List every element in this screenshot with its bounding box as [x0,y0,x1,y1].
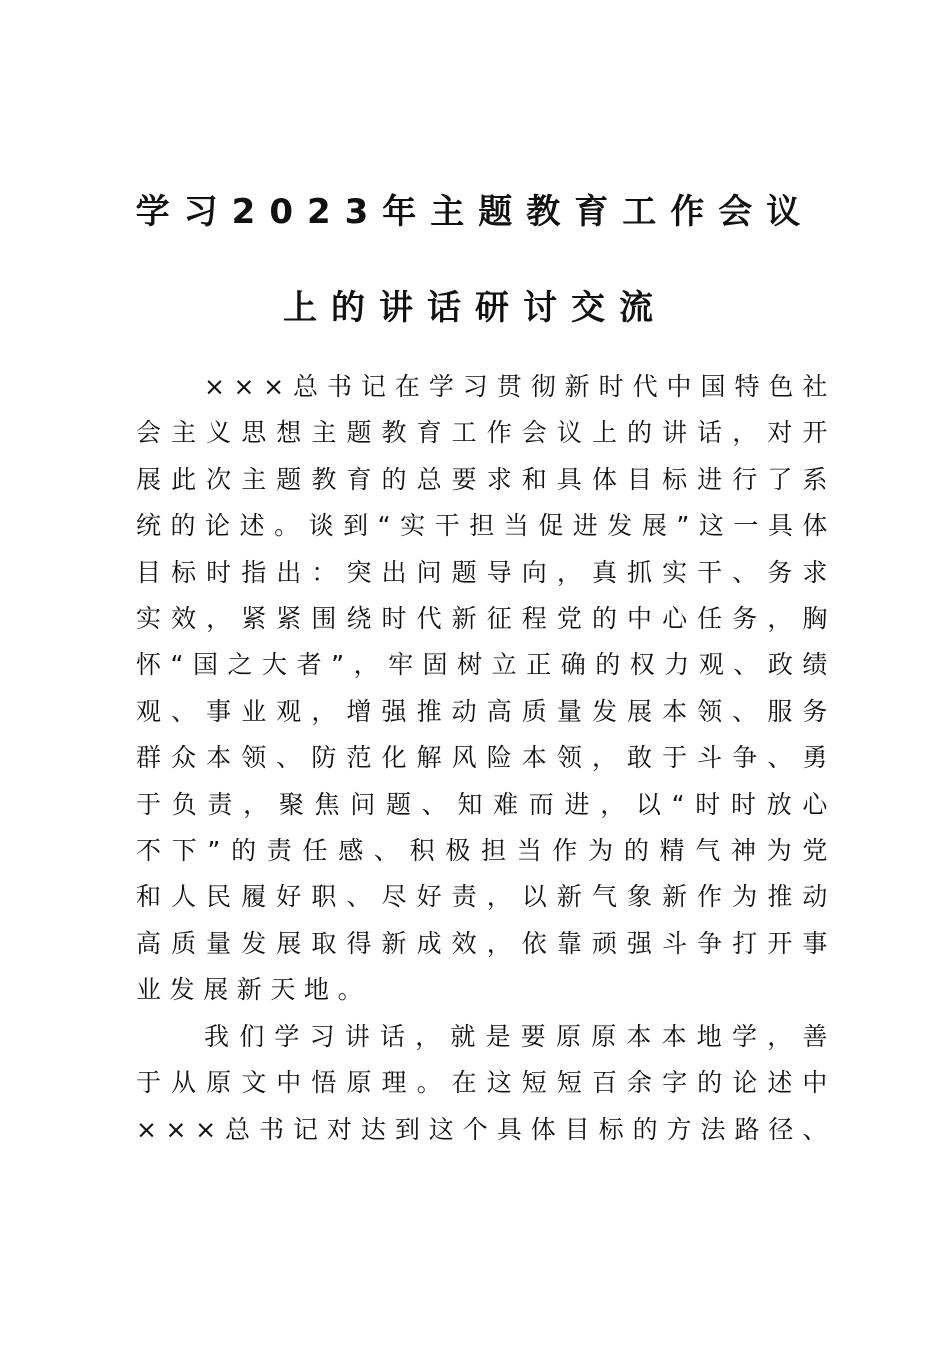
document-body [136,364,836,1153]
paragraph-2 [136,1014,836,1153]
paragraph-line: 业发展新天地。 [136,975,372,1005]
paragraph-line: ×××总书记在学习贯彻新时代中国特色社 [204,372,836,401]
paragraph-line: 于从原文中悟原理。在这短短百余字的论述中 [136,1068,836,1098]
paragraph-line: ×××总书记对达到这个具体目标的方法路径、 [136,1114,836,1144]
document-title-line-1: 学习2023年主题教育工作会议 [135,192,815,232]
paragraph-line: 群众本领、防范化解风险本领，敢于斗争、勇 [136,743,836,773]
paragraph-line: 于负责，聚焦问题、知难而进，以“时时放心 [136,789,836,819]
paragraph-line: 目标时指出：突出问题导向，真抓实干、务求 [136,557,836,587]
paragraph-line: 会主义思想主题教育工作会议上的讲话，对开 [136,418,836,448]
paragraph-line: 高质量发展取得新成效，依靠顽强斗争打开事 [136,928,836,958]
paragraph-line: 怀“国之大者”，牢固树立正确的权力观、政绩 [136,650,836,680]
paragraph-line: 观、事业观，增强推动高质量发展本领、服务 [136,696,836,726]
paragraph-1 [136,364,836,1014]
document-title-line-2: 上的讲话研讨交流 [283,288,667,328]
paragraph-line: 我们学习讲话，就是要原原本本地学，善 [204,1021,836,1051]
paragraph-line: 和人民履好职、尽好责，以新气象新作为推动 [136,882,836,912]
paragraph-line: 不下”的责任感、积极担当作为的精气神为党 [136,836,836,866]
paragraph-line: 实效，紧紧围绕时代新征程党的中心任务，胸 [136,604,836,634]
paragraph-line: 展此次主题教育的总要求和具体目标进行了系 [136,464,836,494]
paragraph-line: 统的论述。谈到“实干担当促进发展”这一具体 [136,511,836,541]
